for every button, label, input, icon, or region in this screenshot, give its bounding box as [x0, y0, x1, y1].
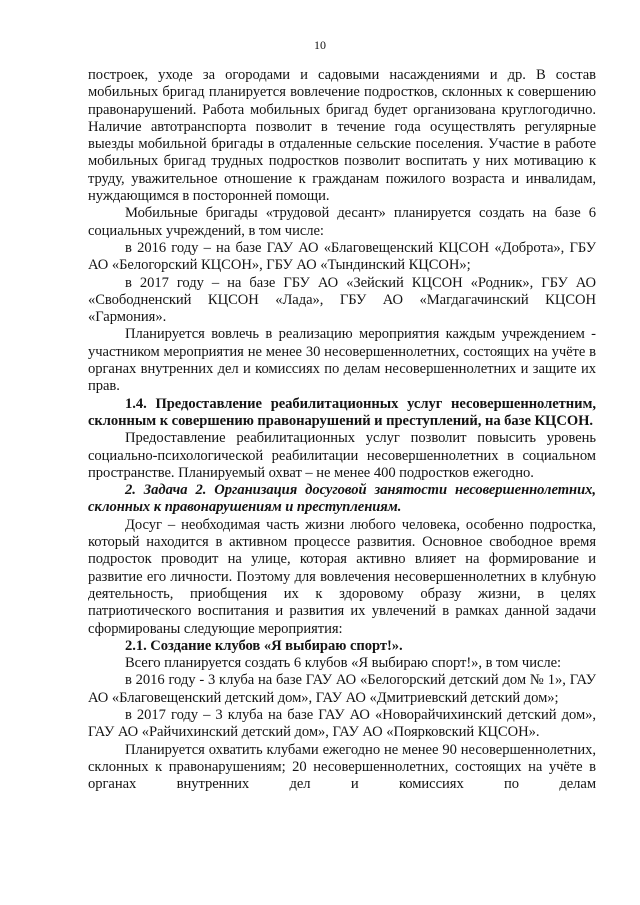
document-body	[88, 67, 596, 793]
paragraph-clubs-2016: в 2016 году - 3 клуба на базе ГАУ АО «Белогорский детский дом № 1», ГАУ АО «Благовещенский детский дом», ГАУ АО «Дмитриевский детский дом»;	[88, 672, 596, 706]
paragraph-clubs-total: Всего планируется создать 6 клубов «Я выбираю спорт!», в том числе:	[125, 655, 562, 672]
paragraph-2017-bases: в 2017 году – на базе ГБУ АО «Зейский КЦСОН «Родник», ГБУ АО «Свободненский КЦСОН «Лада», ГБУ АО «Магдагачинский КЦСОН «Гармония».	[88, 274, 596, 326]
paragraph-clubs-coverage: Планируется охватить клубами ежегодно не менее 90 несовершеннолетних, склонных к правонарушениям; 20 несовершеннолетних, состоящих на учёте в органах внутренних дел и комиссиях по делам	[88, 741, 596, 793]
paragraph-clubs-2017: в 2017 году – 3 клуба на базе ГАУ АО «Новорайчихинский детский дом», ГАУ АО «Райчихинский детский дом», ГАУ АО «Поярковский КЦСОН».	[88, 706, 596, 741]
paragraph-rehabilitation: Предоставление реабилитационных услуг позволит повысить уровень социально-психологической реабилитации несовершеннолетних в социальном пространстве. Планируемый охват – не менее 400 подростков ежегодно.	[88, 430, 596, 481]
paragraph-leisure: Досуг – необходимая часть жизни любого человека, особенно подростка, который находится в активном процессе развития. Основное свободное время подросток проводит на улице, которая активно влияет на формирование и развитие его личности. Поэтому для вовлечения несовершеннолетних в клубную деятельность, приобщения их к здоровому образу жизни, в целях патриотического воспитания и развития их увлечений в рамках данной задачи сформированы следующие мероприятия:	[88, 516, 596, 637]
paragraph-involvement-plan: Планируется вовлечь в реализацию мероприятия каждым учреждением - участником мероприятия не менее 30 несовершеннолетних, состоящих на учёте в органах внутренних дел и комиссиях по делам несовершеннолетних и защите их прав.	[88, 326, 596, 395]
section-heading-2-1: 2.1. Создание клубов «Я выбираю спорт!».	[125, 637, 403, 654]
page-number: 10	[314, 38, 326, 52]
paragraph-mobile-brigades: построек, уходе за огородами и садовыми насаждениями и др. В состав мобильных бригад планируется вовлечение подростков, склонных к совершению правонарушений. Работа мобильных бригад будет организована круглогодично. Наличие автотранспорта позволит в течение года осуществлять регулярные выезды мобильной бригады в отдаленные сельские поселения. Участие в работе мобильных бригад трудных подростков позволит воспитать у них мотивацию к труду, уважительное отношение к гражданам пожилого возраста и инвалидам, нуждающимся в посторонней помощи.	[88, 67, 596, 205]
paragraph-2016-bases: в 2016 году – на базе ГАУ АО «Благовещенский КЦСОН «Доброта», ГБУ АО «Белогорский КЦСОН», ГБУ АО «Тындинский КЦСОН»;	[88, 239, 596, 274]
section-heading-1-4: 1.4. Предоставление реабилитационных услуг несовершеннолетним, склонным к совершению правонарушений и преступлений, на базе КЦСОН.	[88, 395, 596, 429]
section-heading-task-2: 2. Задача 2. Организация досуговой занятости несовершеннолетних, склонных к правонарушениям и преступлениям.	[88, 482, 596, 516]
paragraph-labor-landing: Мобильные бригады «трудовой десант» планируется создать на базе 6 социальных учреждений, в том числе:	[88, 205, 596, 239]
